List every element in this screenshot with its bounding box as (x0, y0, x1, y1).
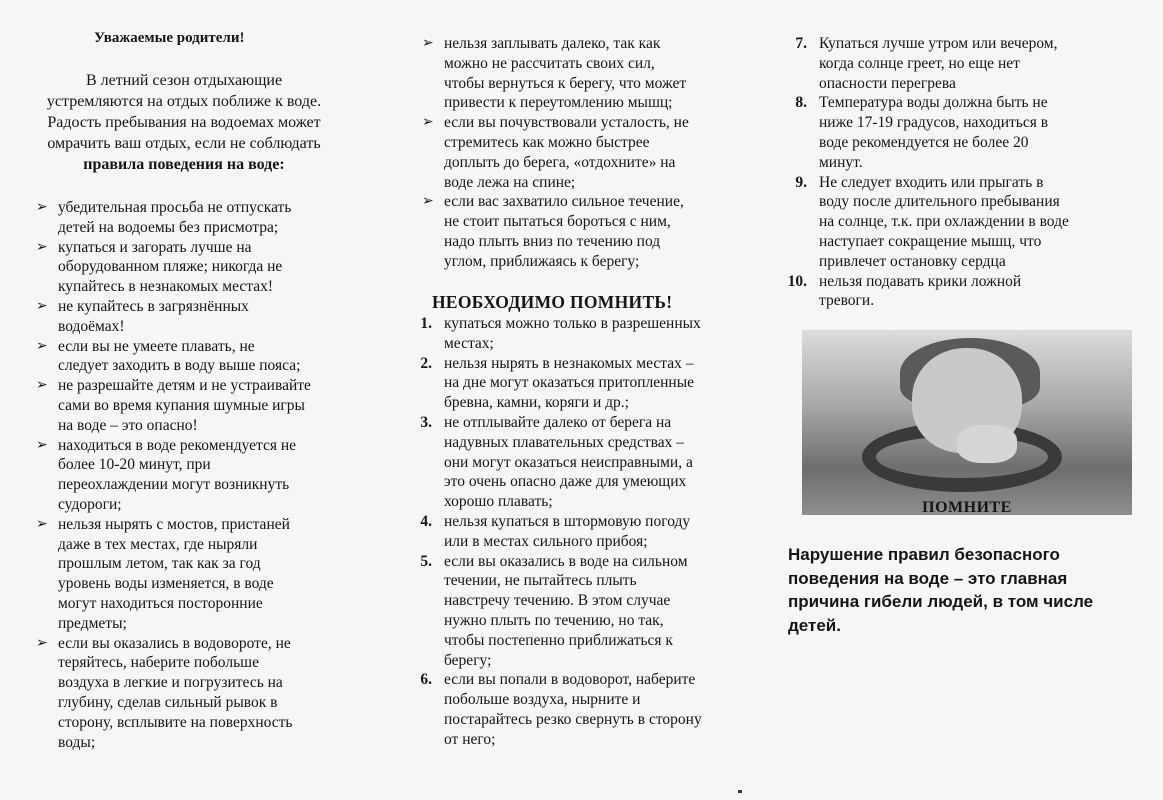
numbered-item-line: берегу; (444, 651, 492, 669)
intro-rules-title: правила поведения на воде: (83, 156, 285, 173)
numbered-item-line: побольше воздуха, нырните и (444, 691, 641, 709)
item-number: 9. (795, 173, 807, 191)
numbered-item-line: они могут оказаться неисправными, а (444, 453, 693, 471)
list-item-line: купайтесь в незнакомых местах! (58, 278, 274, 296)
list-item-line: сами во время купания шумные игры (58, 396, 305, 414)
list-item (24, 376, 356, 435)
arrow-bullet-icon: ➢ (36, 377, 48, 394)
arrow-bullet-icon: ➢ (422, 35, 434, 51)
numbered-item (410, 552, 750, 671)
numbered-item-line: местах; (444, 334, 494, 352)
numbered-item-line: это очень опасно даже для умеющих (444, 473, 687, 491)
numbered-item-line: постарайтесь резко свернуть в сторону (444, 710, 702, 728)
item-number: 8. (795, 94, 807, 112)
numbered-item-line: опасности перегрева (819, 74, 956, 92)
numbered-item (410, 314, 750, 354)
numbered-item-line: ниже 17-19 градусов, находиться в (819, 114, 1049, 132)
numbered-item (410, 354, 750, 413)
numbered-item-line: наступает сокращение мышц, что (819, 232, 1042, 250)
list-item-line: углом, приближаясь к берегу; (444, 252, 640, 270)
intro-line: В летний сезон отдыхающие (85, 72, 283, 89)
list-item-line: переохлаждении могут возникнуть (58, 476, 290, 494)
numbered-item-line: нельзя купаться в штормовую погоду (444, 512, 691, 530)
list-item-line: убедительная просьба не отпускать (58, 199, 292, 216)
list-item-line: не разрешайте детям и не устраивайте (58, 377, 311, 395)
intro-line: Радость пребывания на водоемах может (47, 114, 321, 131)
child-hand (957, 425, 1017, 463)
warning-text (788, 543, 1128, 637)
list-item-line: если вы не умеете плавать, не (58, 337, 255, 355)
list-item-line: предметы; (58, 614, 127, 632)
list-item-line: нельзя заплывать далеко, так как (444, 35, 661, 52)
numbered-item-line: Купаться лучше утром или вечером, (819, 35, 1058, 52)
list-item-line: не стоит пытаться бороться с ним, (444, 213, 671, 231)
numbered-item-line: на дне могут оказаться притопленные (444, 374, 695, 392)
list-item-line: надо плыть вниз по течению под (444, 232, 661, 250)
list-item (24, 515, 356, 634)
rules-list-left (24, 198, 356, 752)
list-item-line: могут находиться посторонние (58, 594, 263, 612)
numbered-list-middle (410, 314, 750, 750)
item-number: 4. (420, 512, 432, 530)
list-item-line: чтобы вернуться к берегу, что может (444, 74, 687, 92)
numbered-item-line: если вы оказались в воде на сильном (444, 552, 688, 570)
print-speck (738, 790, 742, 793)
numbered-item (785, 93, 1135, 172)
numbered-item-line: нельзя нырять в незнакомых местах – (444, 354, 694, 372)
list-item (410, 34, 750, 113)
list-item-line: оборудованном пляже; никогда не (58, 258, 283, 276)
numbered-item (410, 512, 750, 552)
list-item-line: воды; (58, 733, 96, 751)
list-item-line: на воде – это опасно! (58, 416, 198, 434)
list-item-line: детей на водоемы без присмотра; (58, 218, 279, 236)
list-item-line: находиться в воде рекомендуется не (58, 436, 297, 454)
item-number: 3. (420, 413, 432, 431)
list-item-line: если вы почувствовали усталость, не (444, 114, 689, 132)
intro-line: омрачить ваш отдых, если не соблюдать (47, 135, 321, 152)
numbered-item (410, 670, 750, 749)
numbered-item-line: воде рекомендуется не более 20 (819, 133, 1029, 151)
numbered-item-line: навстречу течению. В этом случае (444, 592, 671, 610)
list-item-line: привести к переутомлению мышц; (444, 94, 673, 112)
greeting-heading: Уважаемые родители! (94, 30, 245, 46)
numbered-item-line: Температура воды должна быть не (819, 94, 1048, 112)
numbered-item-line: от него; (444, 730, 496, 748)
numbered-item-line: тревоги. (819, 292, 875, 310)
item-number: 5. (420, 552, 432, 570)
numbered-item (785, 34, 1135, 93)
intro-line: устремляются на отдых поближе к воде. (46, 93, 322, 110)
numbered-item (785, 272, 1135, 312)
list-item (24, 238, 356, 297)
rules-list-middle (410, 34, 750, 272)
remember-heading: НЕОБХОДИМО ПОМНИТЬ! (432, 292, 673, 312)
list-item-line: даже в тех местах, где ныряли (58, 535, 258, 553)
list-item-line: доплыть до берега, «отдохните» на (444, 153, 676, 171)
list-item-line: теряйтесь, наберите побольше (58, 654, 259, 672)
list-item-line: сторону, всплывите на поверхность (58, 713, 293, 731)
list-item (24, 198, 356, 238)
list-item-line: купаться и загорать лучше на (58, 238, 252, 256)
intro-paragraph (14, 70, 354, 175)
child-swimming-photo (802, 330, 1132, 515)
warning-line: Нарушение правил безопасного (788, 545, 1060, 564)
photo-caption: ПОМНИТЕ (922, 499, 1012, 515)
list-item (24, 337, 356, 377)
list-item-line: стремитесь как можно быстрее (444, 133, 650, 151)
numbered-item-line: воду после длительного пребывания (819, 193, 1060, 211)
list-item-line: более 10-20 минут, при (58, 456, 211, 474)
list-item-line: нельзя нырять с мостов, пристаней (58, 515, 290, 533)
numbered-item-line: нельзя подавать крики ложной (819, 272, 1022, 290)
numbered-item-line: минут. (819, 153, 863, 171)
list-item-line: прошлым летом, так как за год (58, 555, 261, 573)
item-number: 7. (795, 35, 807, 52)
arrow-bullet-icon: ➢ (36, 199, 48, 215)
numbered-item-line: или в местах сильного прибоя; (444, 532, 648, 550)
list-item-line: можно не рассчитать своих сил, (444, 54, 655, 72)
item-number: 6. (420, 671, 432, 689)
list-item (24, 634, 356, 753)
list-item-line: водоёмах! (58, 317, 125, 335)
numbered-item-line: бревна, камни, коряги и др.; (444, 394, 629, 412)
item-number: 1. (420, 315, 432, 332)
list-item-line: воде лежа на спине; (444, 173, 576, 191)
arrow-bullet-icon: ➢ (422, 193, 434, 210)
list-item (24, 436, 356, 515)
list-item-line: воздуха в легкие и погрузитесь на (58, 674, 283, 692)
list-item (410, 192, 750, 271)
arrow-bullet-icon: ➢ (422, 114, 434, 131)
warning-line: причина гибели людей, в том числе (788, 592, 1094, 611)
arrow-bullet-icon: ➢ (36, 337, 48, 354)
numbered-item-line: когда солнце греет, но еще нет (819, 54, 1020, 72)
numbered-item-line: если вы попали в водоворот, наберите (444, 671, 696, 689)
numbered-item-line: Не следует входить или прыгать в (819, 173, 1044, 191)
numbered-item-line: купаться можно только в разрешенных (444, 315, 701, 332)
list-item-line: если вас захватило сильное течение, (444, 193, 684, 211)
arrow-bullet-icon: ➢ (36, 436, 48, 453)
numbered-item-line: хорошо плавать; (444, 493, 553, 511)
list-item (410, 113, 750, 192)
list-item-line: судороги; (58, 495, 122, 513)
list-item-line: следует заходить в воду выше пояса; (58, 357, 301, 375)
list-item (24, 297, 356, 337)
item-number: 10. (787, 272, 807, 290)
numbered-item-line: надувных плавательных средствах – (444, 433, 684, 451)
numbered-item (785, 173, 1135, 272)
numbered-item-line: чтобы постепенно приближаться к (444, 631, 673, 649)
list-item-line: не купайтесь в загрязнённых (58, 297, 249, 315)
numbered-item-line: нужно плыть по течению, но так, (444, 611, 664, 629)
arrow-bullet-icon: ➢ (36, 238, 48, 255)
arrow-bullet-icon: ➢ (36, 515, 48, 532)
item-number: 2. (420, 354, 432, 372)
list-item-line: если вы оказались в водовороте, не (58, 634, 291, 652)
warning-line: детей. (788, 615, 841, 635)
numbered-item-line: не отплывайте далеко от берега на (444, 413, 672, 431)
warning-line: поведения на воде – это главная (788, 568, 1068, 588)
list-item-line: уровень воды изменяется, в воде (58, 575, 274, 593)
arrow-bullet-icon: ➢ (36, 297, 48, 314)
numbered-item-line: течении, не пытайтесь плыть (444, 572, 637, 590)
numbered-item-line: привлечет остановку сердца (819, 252, 1006, 270)
arrow-bullet-icon: ➢ (36, 634, 48, 651)
numbered-item-line: на солнце, т.к. при охлаждении в воде (819, 213, 1069, 231)
numbered-list-right (785, 34, 1135, 311)
numbered-item (410, 413, 750, 512)
list-item-line: глубину, сделав сильный рывок в (58, 693, 278, 711)
